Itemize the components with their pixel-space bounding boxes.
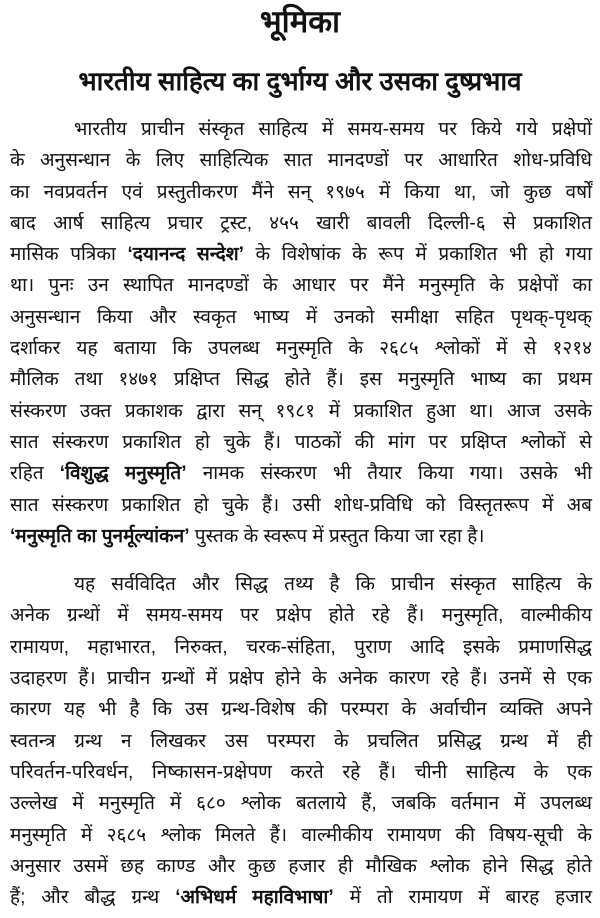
text-line — [10, 632, 592, 663]
text-line — [10, 820, 592, 851]
text-segment: मनुस्मृति में २६८५ श्लोक मिलते हैं। वाल्मीकीय रामायण की विषय-सूची के — [10, 824, 592, 846]
text-segment: का नवप्रवर्तन एवं प्रस्तुतीकरण मैंने सन् १९७५ में किया था, जो कुछ वर्षों — [10, 181, 592, 203]
page-title: भूमिका — [259, 4, 341, 39]
text-line — [10, 490, 592, 521]
text-line — [10, 788, 592, 819]
text-segment: सात संस्करण प्रकाशित हो चुके हैं। उसी शोध-प्रविधि को विस्तृतरूप में अब — [10, 494, 592, 516]
bold-title-text: ‘अभिधर्म महाविभाषा’ — [175, 887, 334, 909]
text-segment: में तो रामायण में बारह हजार — [333, 887, 593, 909]
body-text — [10, 114, 592, 913]
text-line — [10, 726, 592, 757]
text-line — [10, 851, 592, 882]
text-segment: के अनुसन्धान के लिए साहित्यिक सात मानदण्डों पर आधारित शोध-प्रविधि — [10, 150, 592, 172]
text-segment: अनेक ग्रन्थों में समय-समय पर प्रक्षेप होते रहे हैं। मनुस्मृति, वाल्मीकीय — [10, 605, 592, 627]
text-segment: अनुसार उसमें छह काण्ड और कुछ हजार ही मौखिक श्लोक होने सिद्ध होते — [10, 855, 592, 877]
text-segment: था। पुनः उन स्थापित मानदण्डों के आधार पर मैंने मनुस्मृति के प्रक्षेपों का — [10, 275, 592, 297]
text-line — [10, 521, 592, 552]
bold-title-text: ‘मनुस्मृति का पुनर्मूल्यांकन’ — [10, 525, 190, 547]
text-line — [10, 569, 592, 600]
text-segment: मासिक पत्रिका — [10, 244, 128, 266]
text-segment: परिवर्तन-परिवर्धन, निष्कासन-प्रक्षेपण करते रहे हैं। चीनी साहित्य के एक — [10, 761, 592, 783]
text-line — [10, 663, 592, 694]
text-segment: दर्शाकर यह बताया कि उपलब्ध मनुस्मृति के २६८५ श्लोकों में से १२१४ — [10, 338, 592, 360]
paragraph — [10, 569, 592, 913]
text-segment: सात संस्करण प्रकाशित हो चुके हैं। पाठकों की मांग पर प्रक्षिप्त श्लोकों से — [10, 431, 592, 453]
text-line — [10, 364, 592, 395]
text-line — [10, 177, 592, 208]
text-segment: बाद आर्ष साहित्य प्रचार ट्रस्ट, ४५५ खारी बावली दिल्ली-६ से प्रकाशित — [10, 212, 592, 234]
paragraph — [10, 114, 592, 552]
text-line — [10, 302, 592, 333]
text-line — [10, 427, 592, 458]
text-line — [10, 694, 592, 725]
text-line — [10, 757, 592, 788]
text-line — [10, 458, 592, 489]
text-segment: अनुसन्धान किया और स्वकृत भाष्य में उनको समीक्षा सहित पृथक्-पृथक् — [10, 306, 592, 328]
text-line — [10, 208, 592, 239]
text-segment: के विशेषांक के रूप में प्रकाशित भी हो गया — [243, 244, 592, 266]
text-segment: पुस्तक के स्वरूप में प्रस्तुत किया जा रहा है। — [189, 525, 485, 547]
text-segment: यह सर्वविदित और सिद्ध तथ्य है कि प्राचीन संस्कृत साहित्य के — [74, 574, 592, 596]
text-segment: स्वतन्त्र ग्रन्थ न लिखकर उस परम्परा के प्रचलित प्रसिद्ध ग्रन्थ में ही — [10, 730, 592, 752]
text-segment: रहित — [10, 463, 60, 485]
text-segment: रामायण, महाभारत, निरुक्त, चरक-संहिता, पुराण आदि इसके प्रमाणसिद्ध — [10, 636, 592, 658]
text-line — [10, 114, 592, 145]
text-segment: मौलिक तथा १४७१ प्रक्षिप्त सिद्ध होते हैं। इस मनुस्मृति भाष्य का प्रथम — [10, 369, 592, 391]
text-segment: हैं; और बौद्ध ग्रन्थ — [10, 887, 176, 909]
text-line — [10, 882, 592, 913]
text-segment: उल्लेख में मनुस्मृति में ६८० श्लोक बतलाये हैं, जबकि वर्तमान में उपलब्ध — [10, 793, 592, 815]
text-line — [10, 333, 592, 364]
text-segment: भारतीय प्राचीन संस्कृत साहित्य में समय-समय पर किये गये प्रक्षेपों — [74, 119, 592, 140]
text-line — [10, 145, 592, 176]
text-segment: उदाहरण हैं। प्राचीन ग्रन्थों में प्रक्षेप होने के अनेक कारण रहे हैं। उनमें से एक — [10, 668, 592, 690]
text-line — [10, 396, 592, 427]
bold-title-text: ‘दयानन्द सन्देश’ — [127, 244, 244, 266]
text-segment: नामक संस्करण भी तैयार किया गया। उसके भी — [186, 463, 592, 485]
text-line — [10, 239, 592, 270]
text-segment: कारण यह भी है कि उस ग्रन्थ-विशेष की परम्परा के अर्वाचीन व्यक्ति अपने — [10, 699, 592, 721]
text-segment: संस्करण उक्त प्रकाशक द्वारा सन् १९८१ में प्रकाशित हुआ था। आज उसके — [10, 400, 592, 422]
section-heading: भारतीय साहित्य का दुर्भाग्य और उसका दुष्प्रभाव — [78, 66, 522, 96]
text-line — [10, 600, 592, 631]
bold-title-text: ‘विशुद्ध मनुस्मृति’ — [59, 463, 187, 485]
text-line — [10, 270, 592, 301]
